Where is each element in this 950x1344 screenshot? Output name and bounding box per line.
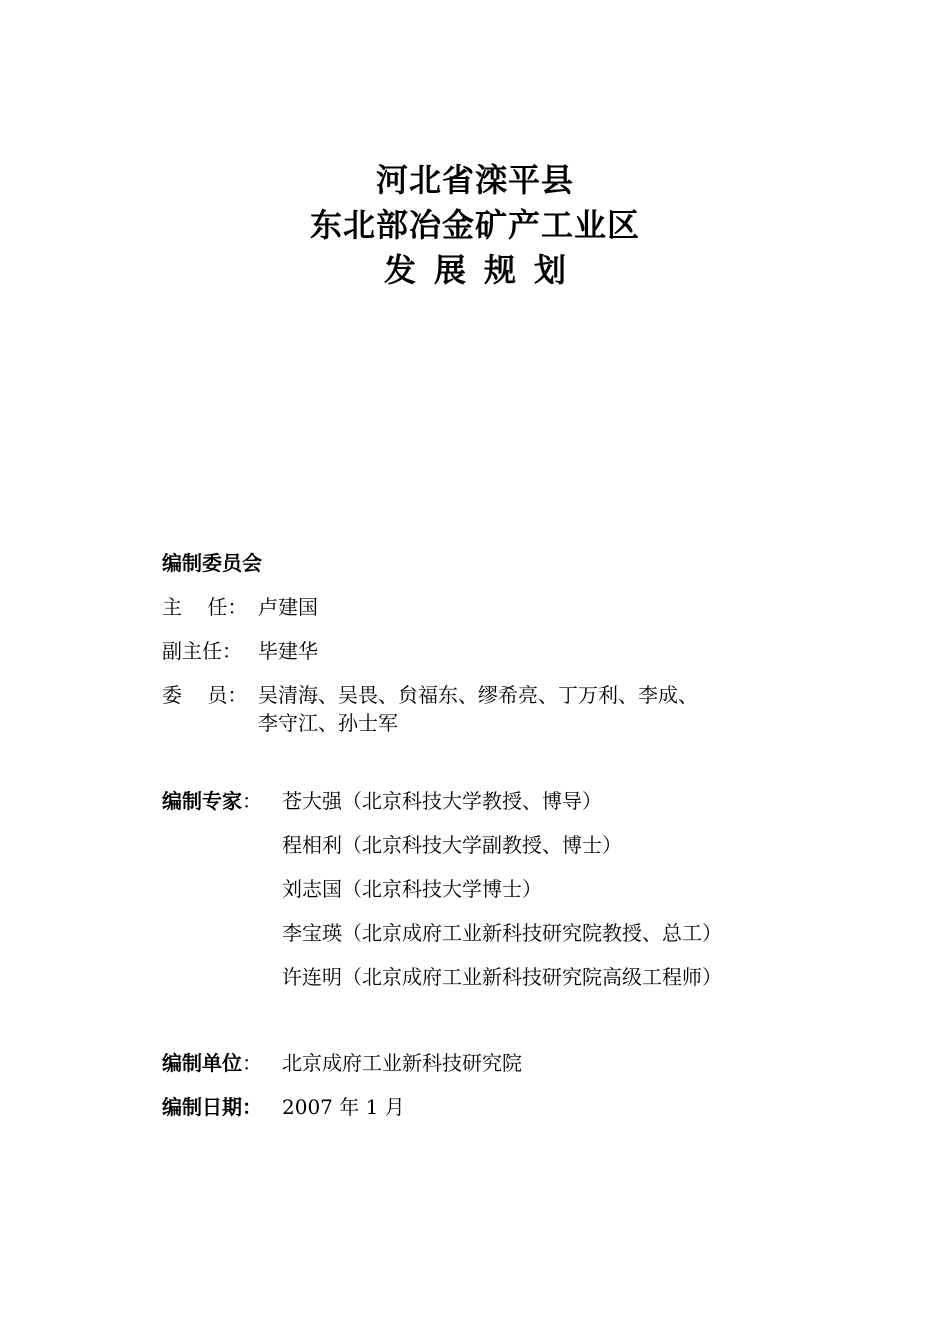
director-name: 卢建国 <box>258 595 318 619</box>
date-section <box>162 1093 882 1121</box>
committee-section <box>162 549 882 737</box>
deputy-row <box>162 637 882 665</box>
members-line-2: 李守江、孙士军 <box>258 711 398 735</box>
experts-colon: ： <box>242 789 262 813</box>
date-row <box>162 1093 882 1121</box>
unit-colon: ： <box>242 1051 262 1075</box>
expert-item: 李宝瑛（北京成府工业新科技研究院教授、总工） <box>282 921 722 945</box>
members-list <box>258 681 882 737</box>
date-label: 编制日期： <box>162 1095 262 1119</box>
expert-item: 苍大强（北京科技大学教授、博导） <box>282 789 602 813</box>
committee-heading: 编制委员会 <box>162 551 262 575</box>
title-line-3: 发展规划 <box>383 251 584 289</box>
members-line-1: 吴清海、吴畏、贠福东、缪希亮、丁万利、李成、 <box>258 683 698 707</box>
expert-item: 许连明（北京成府工业新科技研究院高级工程师） <box>282 965 722 989</box>
document-title <box>0 158 950 293</box>
expert-item: 程相利（北京科技大学副教授、博士） <box>282 833 622 857</box>
unit-section <box>162 1049 882 1077</box>
unit-row <box>162 1049 882 1077</box>
expert-item: 刘志国（北京科技大学博士） <box>282 877 542 901</box>
director-row <box>162 593 882 621</box>
experts-section <box>162 787 882 991</box>
deputy-name: 毕建华 <box>258 639 318 663</box>
title-line-2: 东北部冶金矿产工业区 <box>309 206 640 244</box>
expert-list <box>162 831 882 991</box>
experts-label <box>162 787 282 815</box>
deputy-label: 副主任： <box>162 639 242 663</box>
members-row <box>162 681 882 737</box>
title-line-1: 河北省滦平县 <box>375 161 574 199</box>
unit-label-text: 编制单位 <box>162 1051 242 1075</box>
unit-label <box>162 1049 282 1077</box>
experts-first-row <box>162 787 882 815</box>
experts-label-text: 编制专家 <box>162 789 242 813</box>
date-value: 2007 年 1 月 <box>282 1095 405 1119</box>
members-label: 委 员： <box>162 683 248 707</box>
director-label: 主 任： <box>162 595 248 619</box>
unit-value: 北京成府工业新科技研究院 <box>282 1051 522 1075</box>
